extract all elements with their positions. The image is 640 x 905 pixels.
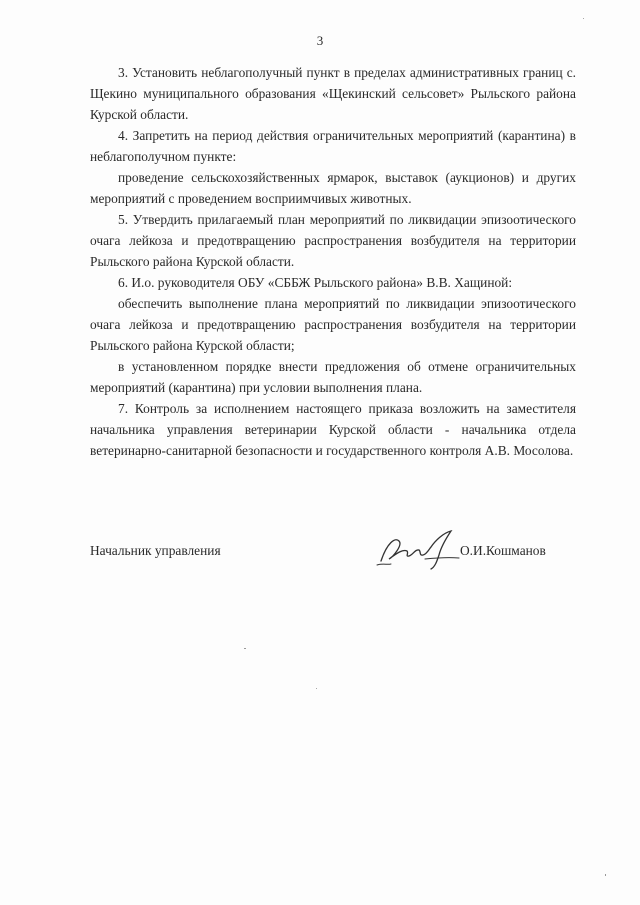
handwritten-signature [373,523,473,573]
paragraph-6-item-2: в установленном порядке внести предложения об отмене ограничительных мероприятий (карантина) при условии выполнения плана. [90,359,576,395]
paragraph-6: 6. И.о. руководителя ОБУ «СББЖ Рыльского района» В.В. Хащиной: [118,275,513,290]
signature-block [90,543,576,573]
paragraph-4: 4. Запретить на период действия ограничительных мероприятий (карантина) в неблагополучном пункте: [90,128,576,164]
paragraph-4-item: проведение сельскохозяйственных ярмарок, выставок (аукционов) и других мероприятий с проведением восприимчивых животных. [90,170,576,206]
page-number: 3 [316,33,324,48]
paragraph-7: 7. Контроль за исполнением настоящего приказа возложить на заместителя начальника управления ветеринарии Курской области - начальника отдела ветеринарно-санитарной безопасности и государственного контроля А.В. Мосолова. [90,401,576,458]
scan-speck [583,18,584,19]
signatory-title: Начальник управления [90,543,221,558]
signatory-name: О.И.Кошманов [460,543,546,558]
paragraph-3: 3. Установить неблагополучный пункт в пределах административных границ с. Щекино муниципального образования «Щекинский сельсовет» Рыльского района Курской области. [90,65,576,122]
paragraph-5: 5. Утвердить прилагаемый план мероприятий по ликвидации эпизоотического очага лейкоза и предотвращению распространения возбудителя на территории Рыльского района Курской области. [90,212,576,269]
scan-speck [316,688,317,689]
scan-speck [605,874,606,876]
document-body [90,62,576,461]
paragraph-6-item-1: обеспечить выполнение плана мероприятий по ликвидации эпизоотического очага лейкоза и предотвращению распространения возбудителя на территории Рыльского района Курской области; [90,296,576,353]
scan-speck [244,648,246,649]
